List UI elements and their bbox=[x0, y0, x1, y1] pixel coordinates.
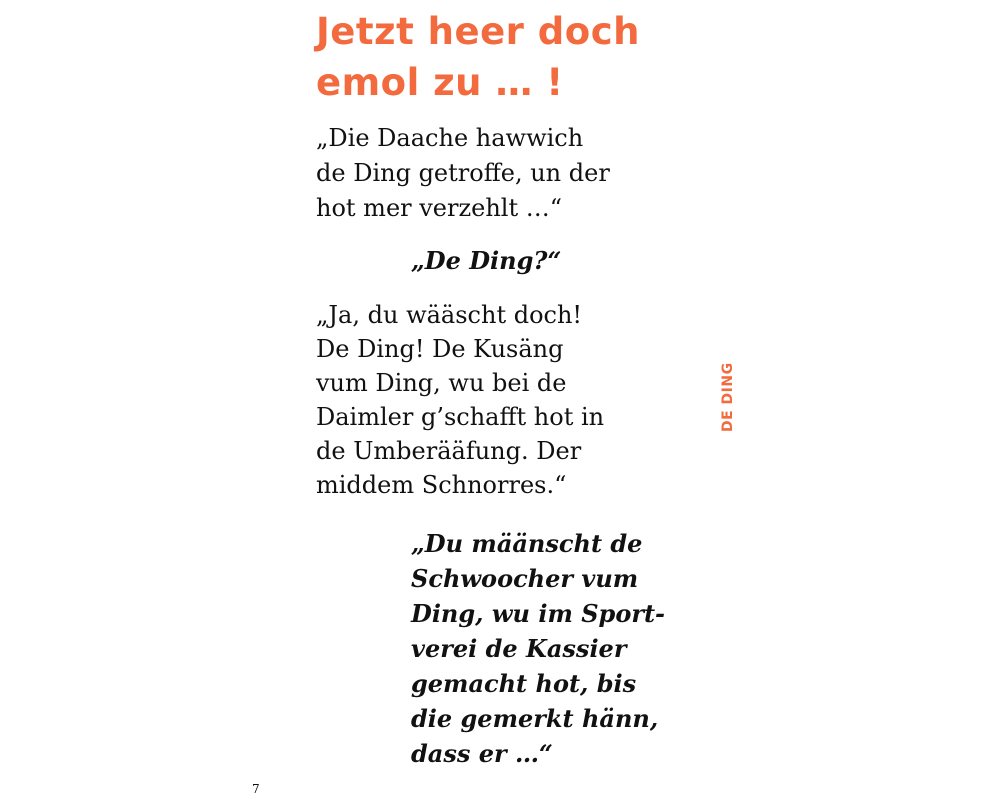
text-line: Ding, wu im Sport- bbox=[411, 599, 666, 628]
text-line: die gemerkt hänn, bbox=[411, 704, 659, 733]
text-line: „De Ding?“ bbox=[411, 246, 562, 275]
text-line: de Ding getroffe, un der bbox=[316, 159, 610, 187]
text-line: „Ja, du wääscht doch! bbox=[316, 301, 583, 329]
text-line: hot mer verzehlt …“ bbox=[316, 194, 562, 222]
text-line: middem Schnorres.“ bbox=[316, 471, 567, 499]
text-line: „Du määnscht de bbox=[411, 529, 643, 558]
text-line: dass er …“ bbox=[411, 739, 553, 768]
dialogue-reply-2 bbox=[411, 526, 665, 771]
text-line: Schwoocher vum bbox=[411, 564, 639, 593]
dialogue-paragraph-2 bbox=[316, 298, 604, 502]
page-number: 7 bbox=[252, 782, 260, 796]
text-line: gemacht hot, bis bbox=[411, 669, 637, 698]
text-line: De Ding! De Kusäng bbox=[316, 335, 564, 363]
text-line: Daimler g’schafft hot in bbox=[316, 403, 605, 431]
dialogue-paragraph-1 bbox=[316, 121, 610, 226]
running-header-vertical: DE DING bbox=[720, 362, 736, 432]
text-line: de Umberääfung. Der bbox=[316, 437, 582, 465]
text-line: vum Ding, wu bei de bbox=[316, 369, 567, 397]
text-line: „Die Daache hawwich bbox=[316, 124, 584, 152]
chapter-title-line-2: emol zu … ! bbox=[316, 61, 564, 104]
chapter-title-line-1: Jetzt heer doch bbox=[316, 10, 640, 53]
text-line: verei de Kassier bbox=[411, 634, 627, 663]
dialogue-reply-1 bbox=[411, 243, 561, 278]
chapter-title bbox=[316, 6, 640, 108]
